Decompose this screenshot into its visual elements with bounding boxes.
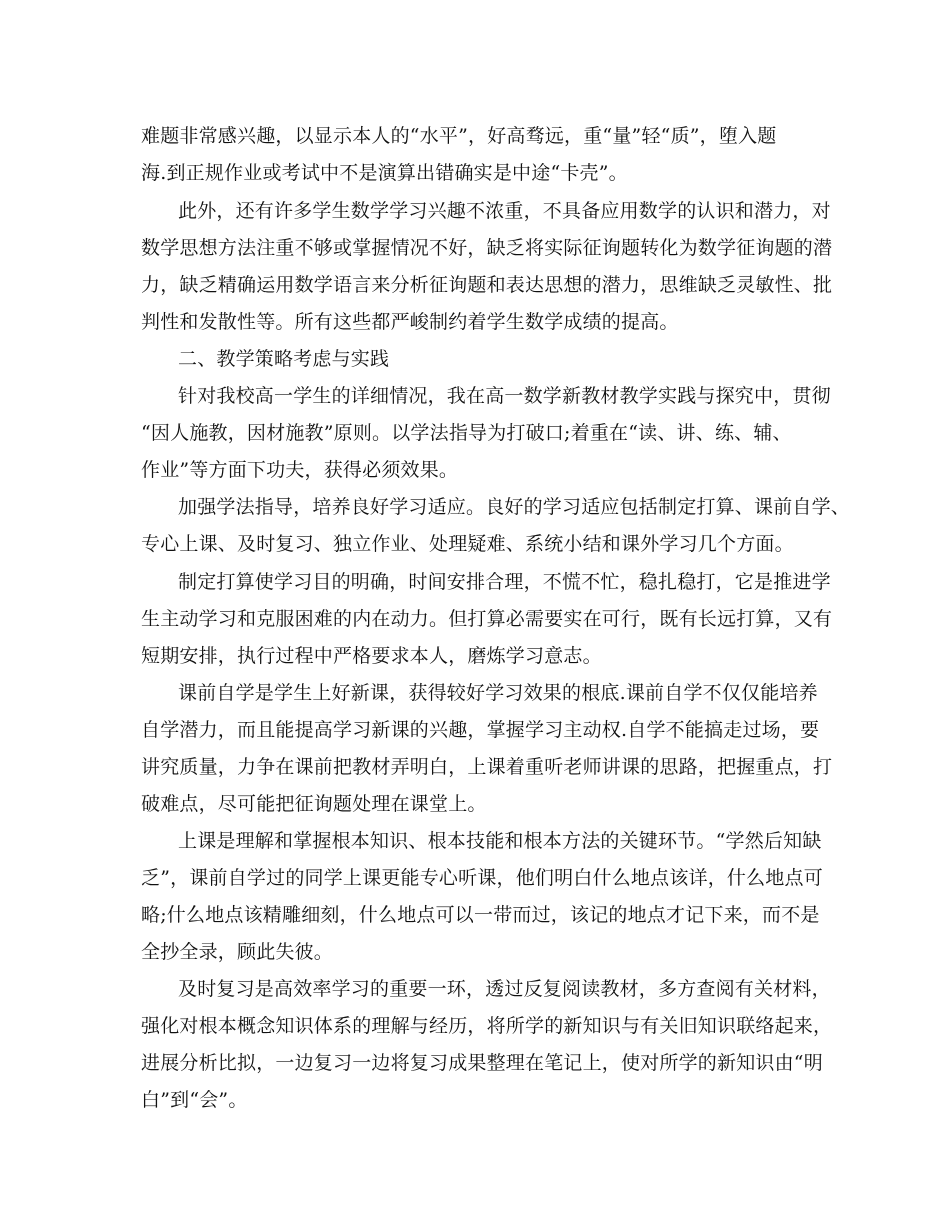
text-line: 判性和发散性等。所有这些都严峻制约着学生数学成绩的提高。 bbox=[141, 311, 679, 333]
text-line: 强化对根本概念知识体系的理解与经历，将所学的新知识与有关旧知识联络起来， bbox=[141, 1015, 833, 1037]
text-line: 海.到正规作业或考试中不是演算出错确实是中途“卡壳”。 bbox=[141, 162, 628, 184]
paragraph-start-line: 加强学法指导，培养良好学习适应。良好的学习适应包括制定打算、课前自学、 bbox=[178, 496, 851, 518]
text-line: 讲究质量，力争在课前把教材弄明白，上课着重听老师讲课的思路，把握重点，打 bbox=[141, 756, 833, 778]
text-line: 略;什么地点该精雕细刻，什么地点可以一带而过，该记的地点才记下来，而不是 bbox=[141, 904, 820, 926]
paragraph-start-line: 制定打算使学习目的明确，时间安排合理，不慌不忙，稳扎稳打，它是推进学 bbox=[178, 571, 831, 593]
text-line: 白”到“会”。 bbox=[141, 1089, 248, 1111]
paragraph-start-line: 上课是理解和掌握根本知识、根本技能和根本方法的关键环节。“学然后知缺 bbox=[178, 830, 822, 852]
text-line: 数学思想方法注重不够或掌握情况不好，缺乏将实际征询题转化为数学征询题的潜 bbox=[141, 237, 833, 259]
paragraph-start-line: 课前自学是学生上好新课，获得较好学习效果的根底.课前自学不仅仅能培养 bbox=[178, 682, 818, 704]
text-line: 专心上课、及时复习、独立作业、处理疑难、系统小结和课外学习几个方面。 bbox=[141, 533, 794, 555]
paragraph-start-line: 针对我校高一学生的详细情况，我在高一数学新教材教学实践与探究中，贯彻 bbox=[178, 385, 831, 407]
text-line: 生主动学习和克服困难的内在动力。但打算必需要实在可行，既有长远打算，又有 bbox=[141, 608, 833, 630]
text-line: 乏”，课前自学过的同学上课更能专心听课，他们明白什么地点该详，什么地点可 bbox=[141, 867, 823, 889]
text-line: 自学潜力，而且能提高学习新课的兴趣，掌握学习主动权.自学不能搞走过场，要 bbox=[141, 719, 820, 741]
text-line: 短期安排，执行过程中严格要求本人，磨炼学习意志。 bbox=[141, 645, 602, 667]
section-heading: 二、教学策略考虑与实践 bbox=[178, 348, 390, 370]
text-line: 作业”等方面下功夫，获得必须效果。 bbox=[141, 459, 459, 481]
text-line: “因人施教，因材施教”原则。以学法指导为打破口;着重在“读、讲、练、辅、 bbox=[141, 422, 792, 444]
text-line: 全抄全录，顾此失彼。 bbox=[141, 941, 334, 963]
text-line: 破难点，尽可能把征询题处理在课堂上。 bbox=[141, 793, 487, 815]
text-line: 力，缺乏精确运用数学语言来分析征询题和表达思想的潜力，思维缺乏灵敏性、批 bbox=[141, 274, 833, 296]
paragraph-start-line: 此外，还有许多学生数学学习兴趣不浓重，不具备应用数学的认识和潜力，对 bbox=[178, 200, 831, 222]
text-line: 难题非常感兴趣，以显示本人的“水平”，好高骛远，重“量”轻“质”，堕入题 bbox=[141, 125, 777, 147]
paragraph-start-line: 及时复习是高效率学习的重要一环，透过反复阅读教材，多方查阅有关材料， bbox=[178, 978, 831, 1000]
text-line: 进展分析比拟，一边复习一边将复习成果整理在笔记上，使对所学的新知识由“明 bbox=[141, 1052, 823, 1074]
